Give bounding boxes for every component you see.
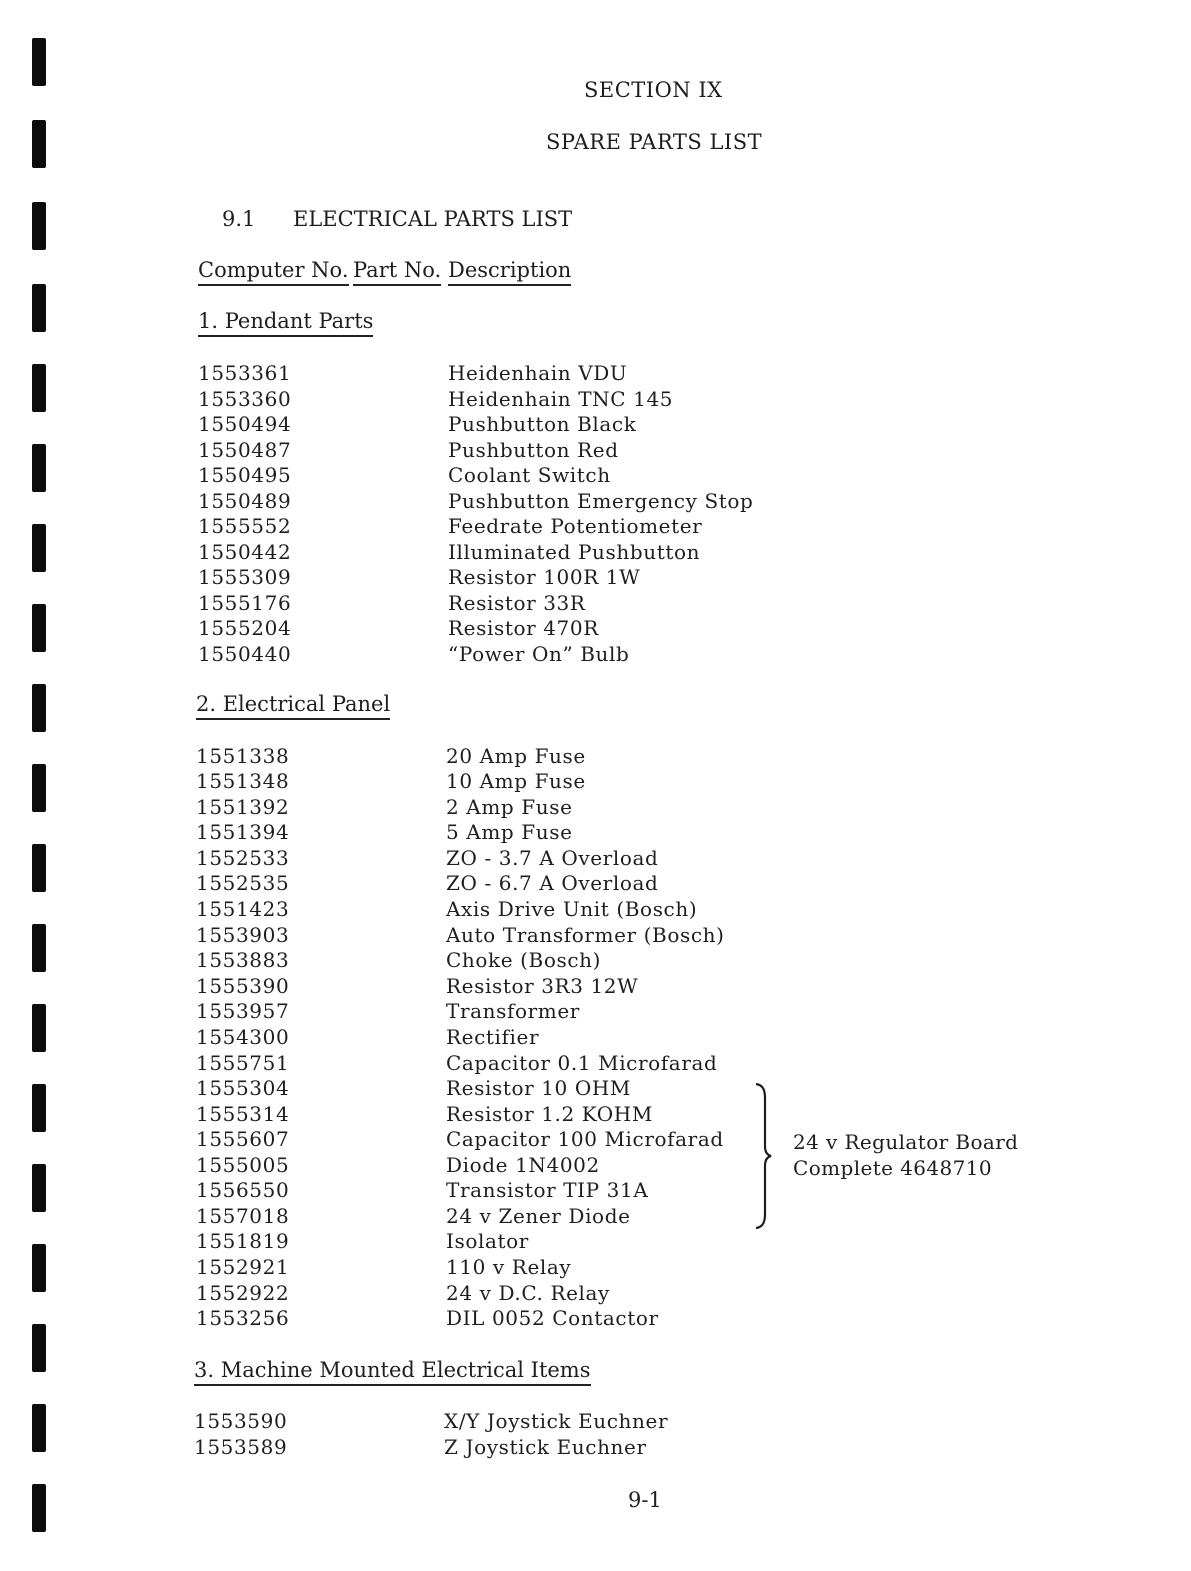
computer-no: 1551819	[196, 1229, 290, 1253]
binder-mark	[32, 1084, 46, 1132]
description: Axis Drive Unit (Bosch)	[446, 897, 698, 921]
binder-mark	[32, 844, 46, 892]
computer-no: 1555304	[196, 1076, 290, 1100]
description: DIL 0052 Contactor	[446, 1306, 659, 1330]
computer-no: 1550494	[198, 412, 292, 436]
description: Isolator	[446, 1229, 529, 1253]
computer-no: 1555751	[196, 1051, 290, 1075]
description: Transformer	[446, 999, 580, 1023]
binder-mark	[32, 924, 46, 972]
computer-no: 1554300	[196, 1025, 290, 1049]
description: 2 Amp Fuse	[446, 795, 573, 819]
regulator-board-part-number: Complete 4648710	[793, 1156, 993, 1180]
binder-mark	[32, 1404, 46, 1452]
binder-mark	[32, 684, 46, 732]
description: Pushbutton Red	[448, 438, 619, 462]
computer-no: 1551392	[196, 795, 290, 819]
computer-no: 1550442	[198, 540, 292, 564]
computer-no: 1550495	[198, 463, 292, 487]
description: 5 Amp Fuse	[446, 820, 573, 844]
description: Resistor 100R 1W	[448, 565, 641, 589]
computer-no: 1553903	[196, 923, 290, 947]
description: ZO - 6.7 A Overload	[446, 871, 659, 895]
group-machine-mounted	[194, 1358, 591, 1386]
computer-no: 1555552	[198, 514, 292, 538]
group-title: 1. Pendant Parts	[198, 309, 373, 337]
computer-no: 1553590	[194, 1409, 288, 1433]
description: Resistor 1.2 KOHM	[446, 1102, 653, 1126]
description: 10 Amp Fuse	[446, 769, 586, 793]
computer-no: 1555314	[196, 1102, 290, 1126]
binder-mark	[32, 120, 46, 168]
description: Diode 1N4002	[446, 1153, 600, 1177]
section-heading: SECTION IX	[584, 78, 723, 102]
computer-no: 1550489	[198, 489, 292, 513]
description: Z Joystick Euchner	[444, 1435, 647, 1459]
description: Transistor TIP 31A	[446, 1178, 649, 1202]
subsection-number: 9.1	[222, 207, 256, 231]
binder-mark	[32, 1164, 46, 1212]
computer-no: 1555607	[196, 1127, 290, 1151]
computer-no: 1550440	[198, 642, 292, 666]
computer-no: 1552535	[196, 871, 290, 895]
computer-no: 1555204	[198, 616, 292, 640]
computer-no: 1555176	[198, 591, 292, 615]
description: Pushbutton Emergency Stop	[448, 489, 754, 513]
description: Heidenhain TNC 145	[448, 387, 674, 411]
page-title: SPARE PARTS LIST	[546, 130, 763, 154]
binder-mark	[32, 1004, 46, 1052]
binder-mark	[32, 1484, 46, 1532]
binder-mark	[32, 284, 46, 332]
description: Resistor 10 OHM	[446, 1076, 631, 1100]
binder-mark	[32, 38, 46, 86]
description: Pushbutton Black	[448, 412, 637, 436]
binder-mark	[32, 364, 46, 412]
binder-mark	[32, 1244, 46, 1292]
description: Capacitor 100 Microfarad	[446, 1127, 724, 1151]
computer-no: 1552922	[196, 1281, 290, 1305]
computer-no: 1552921	[196, 1255, 290, 1279]
computer-no: 1553360	[198, 387, 292, 411]
computer-no: 1550487	[198, 438, 292, 462]
description: Resistor 3R3 12W	[446, 974, 639, 998]
binder-mark	[32, 764, 46, 812]
description: Resistor 33R	[448, 591, 586, 615]
computer-no: 1551394	[196, 820, 290, 844]
group-title: 2. Electrical Panel	[196, 692, 390, 720]
computer-no: 1553361	[198, 361, 292, 385]
computer-no: 1553957	[196, 999, 290, 1023]
subsection-title: ELECTRICAL PARTS LIST	[293, 207, 573, 231]
computer-no: 1553256	[196, 1306, 290, 1330]
description: Coolant Switch	[448, 463, 611, 487]
binder-mark	[32, 604, 46, 652]
description: Feedrate Potentiometer	[448, 514, 703, 538]
description: 110 v Relay	[446, 1255, 572, 1279]
computer-no: 1557018	[196, 1204, 290, 1228]
computer-no: 1551348	[196, 769, 290, 793]
column-header-computer-no: Computer No.	[198, 258, 349, 286]
right-brace	[752, 1082, 776, 1230]
description: “Power On” Bulb	[448, 642, 630, 666]
description: 24 v Zener Diode	[446, 1204, 631, 1228]
description: Heidenhain VDU	[448, 361, 628, 385]
column-header-description: Description	[448, 258, 571, 286]
binder-mark	[32, 1324, 46, 1372]
computer-no: 1553883	[196, 948, 290, 972]
description: Capacitor 0.1 Microfarad	[446, 1051, 718, 1075]
computer-no: 1551338	[196, 744, 290, 768]
description: 20 Amp Fuse	[446, 744, 586, 768]
description: Resistor 470R	[448, 616, 599, 640]
binder-mark	[32, 444, 46, 492]
computer-no: 1551423	[196, 897, 290, 921]
description: ZO - 3.7 A Overload	[446, 846, 659, 870]
computer-no: 1553589	[194, 1435, 288, 1459]
binder-mark	[32, 524, 46, 572]
regulator-board-note: 24 v Regulator Board	[793, 1130, 1019, 1154]
computer-no: 1552533	[196, 846, 290, 870]
group-pendant-parts	[198, 309, 373, 337]
description: X/Y Joystick Euchner	[444, 1409, 669, 1433]
description: Rectifier	[446, 1025, 540, 1049]
page-number: 9-1	[628, 1488, 662, 1512]
column-header-part-no: Part No.	[353, 258, 441, 286]
computer-no: 1555390	[196, 974, 290, 998]
description: Choke (Bosch)	[446, 948, 602, 972]
computer-no: 1556550	[196, 1178, 290, 1202]
computer-no: 1555005	[196, 1153, 290, 1177]
group-title: 3. Machine Mounted Electrical Items	[194, 1358, 591, 1386]
computer-no: 1555309	[198, 565, 292, 589]
description: Auto Transformer (Bosch)	[446, 923, 725, 947]
binder-mark	[32, 202, 46, 250]
description: 24 v D.C. Relay	[446, 1281, 610, 1305]
description: Illuminated Pushbutton	[448, 540, 701, 564]
group-electrical-panel	[196, 692, 390, 720]
